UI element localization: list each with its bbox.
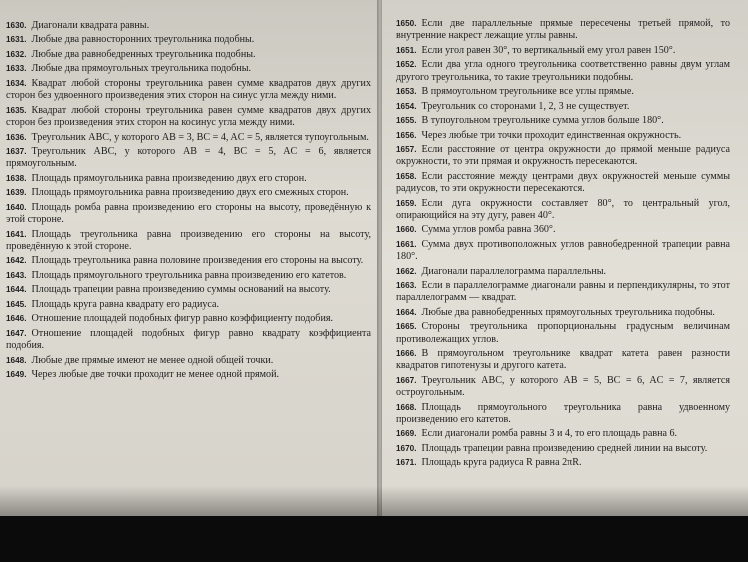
statement-item <box>6 173 371 185</box>
statement-text: Площадь трапеции равна произведению средней линии на высоту. <box>421 442 708 454</box>
statement-number: 1649. <box>6 369 27 379</box>
statement-number: 1661. <box>396 239 417 249</box>
statement-text: Площадь круга равна квадрату его радиуса. <box>31 298 220 310</box>
statement-item <box>6 202 371 227</box>
statement-number: 1652. <box>396 60 417 70</box>
statement-text: В прямоугольном треугольнике квадрат катета равен разности квадратов гипотенузы и другого катета. <box>396 348 730 372</box>
statement-number: 1659. <box>396 198 417 208</box>
statement-number: 1637. <box>6 146 27 156</box>
statement-item <box>396 321 730 346</box>
statement-text: Сумма двух противоположных углов равнобедренной трапеции равна 180°. <box>396 238 730 263</box>
statement-number: 1633. <box>6 64 27 74</box>
statement-item <box>396 457 730 469</box>
statement-text: Площадь прямоугольного треугольника равна произведению его катетов. <box>31 269 347 281</box>
statement-number: 1655. <box>396 116 417 126</box>
statement-number: 1653. <box>396 87 417 97</box>
statement-item <box>396 428 730 440</box>
statement-text: Площадь прямоугольного треугольника равна удвоенному произведению его катетов. <box>396 401 730 425</box>
statement-item <box>6 34 371 46</box>
statement-number: 1670. <box>396 443 417 453</box>
statement-text: Площадь треугольника равна произведению его стороны на высоту, проведённую к этой стороне. <box>6 228 371 252</box>
statement-text: Любые два прямоугольных треугольника подобны. <box>31 63 252 75</box>
statement-item <box>6 270 371 282</box>
statement-text: Треугольник ABC, у которого AB = 3, BC = 4, AC = 5, является тупоугольным. <box>31 131 369 143</box>
statement-text: Треугольник ABC, у которого AB = 5, BC = 6, AC = 7, является остроугольным. <box>396 374 730 399</box>
statement-item <box>6 229 371 254</box>
statement-item <box>396 101 730 113</box>
statement-text: Площадь прямоугольника равна произведению двух его сторон. <box>31 172 307 184</box>
statement-number: 1668. <box>396 402 417 412</box>
statement-item <box>396 224 730 236</box>
statement-text: Любые два равнобедренных треугольника подобны. <box>31 48 256 60</box>
statement-text: В тупоугольном треугольнике сумма углов больше 180°. <box>421 115 664 127</box>
statement-item <box>6 78 371 103</box>
statement-number: 1642. <box>6 256 27 266</box>
statement-text: Если в параллелограмме диагонали равны и перпендикулярны, то этот параллелограмм — квадрат. <box>396 280 730 304</box>
statement-text: Любые два равносторонних треугольника подобны. <box>31 34 255 46</box>
statement-text: Площадь ромба равна произведению его стороны на высоту, проведённую к этой стороне. <box>6 201 371 226</box>
statement-text: Площадь круга радиуса R равна 2πR. <box>421 457 582 469</box>
statement-item <box>6 146 371 171</box>
statement-text: Стороны треугольника пропорциональны градусным величинам противолежащих углов. <box>396 321 730 345</box>
statement-number: 1665. <box>396 322 417 332</box>
statement-number: 1664. <box>396 307 417 317</box>
statement-text: Площадь треугольника равна половине произведения его стороны на высоту. <box>31 255 364 267</box>
statement-item <box>6 49 371 61</box>
statement-number: 1648. <box>6 355 27 365</box>
statement-text: Диагонали квадрата равны. <box>31 20 150 31</box>
statement-text: Любые два равнобедренных прямоугольных треугольника подобны. <box>421 306 715 318</box>
statement-text: В прямоугольном треугольнике все углы прямые. <box>421 86 634 98</box>
statement-text: Если расстояние между центрами двух окружностей меньше суммы радиусов, то эти окружности пересекаются. <box>396 170 730 195</box>
statement-item <box>396 115 730 127</box>
statement-item <box>6 355 371 367</box>
statement-text: Площадь прямоугольника равна произведению двух его смежных сторон. <box>31 187 349 199</box>
statement-item <box>396 171 730 196</box>
statement-number: 1641. <box>6 229 27 239</box>
statement-item <box>396 402 730 427</box>
statement-number: 1635. <box>6 105 27 115</box>
statement-item <box>396 307 730 319</box>
statement-number: 1663. <box>396 281 417 291</box>
statement-number: 1667. <box>396 375 417 385</box>
statement-number: 1630. <box>6 21 27 30</box>
statement-item <box>6 187 371 199</box>
statement-text: Если дуга окружности составляет 80°, то центральный угол, опирающийся на эту дугу, равен 40°. <box>396 197 730 221</box>
statement-number: 1636. <box>6 132 27 142</box>
statement-number: 1643. <box>6 270 27 280</box>
left-page <box>0 0 379 516</box>
statement-text: Треугольник ABC, у которого AB = 4, BC = 5, AC = 6, является прямоугольным. <box>6 145 371 170</box>
statement-number: 1640. <box>6 202 27 212</box>
right-page <box>382 0 748 516</box>
statement-text: Диагонали параллелограмма параллельны. <box>421 265 607 277</box>
statement-item <box>396 239 730 264</box>
statement-item <box>396 45 730 57</box>
statement-number: 1638. <box>6 173 27 183</box>
statement-item <box>396 375 730 400</box>
statement-item <box>6 255 371 267</box>
statement-number: 1650. <box>396 19 417 28</box>
statement-text: Через любые три точки проходит единственная окружность. <box>421 129 682 141</box>
statement-text: Если две параллельные прямые пересечены третьей прямой, то внутренние накрест лежащие углы равны. <box>396 18 730 42</box>
statement-text: Сумма углов ромба равна 360°. <box>421 224 556 236</box>
statement-number: 1634. <box>6 78 27 88</box>
statement-item <box>396 59 730 84</box>
statement-item <box>396 144 730 169</box>
statement-text: Площадь трапеции равна произведению суммы оснований на высоту. <box>31 284 331 296</box>
statement-item <box>396 130 730 142</box>
statement-text: Если расстояние от центра окружности до прямой меньше радиуса окружности, то эти прямая и окружность пересекаются. <box>396 143 730 168</box>
statement-text: Квадрат любой стороны треугольника равен сумме квадратов двух других сторон без произведения этих сторон на косинус угла между ними. <box>6 104 371 129</box>
statement-number: 1671. <box>396 458 417 468</box>
statement-text: Любые две прямые имеют не менее одной общей точки. <box>31 354 274 366</box>
statement-text: Треугольник со сторонами 1, 2, 3 не существует. <box>421 100 630 112</box>
statement-text: Если угол равен 30°, то вертикальный ему угол равен 150°. <box>421 44 676 56</box>
statement-text: Отношение площадей подобных фигур равно коэффициенту подобия. <box>31 313 334 325</box>
statement-item <box>396 18 730 43</box>
statement-item <box>396 198 730 223</box>
statement-number: 1644. <box>6 285 27 295</box>
statement-item <box>6 369 371 381</box>
statement-number: 1639. <box>6 188 27 198</box>
statement-number: 1662. <box>396 266 417 276</box>
statement-item <box>6 105 371 130</box>
statement-number: 1658. <box>396 171 417 181</box>
statement-text: Отношение площадей подобных фигур равно квадрату коэффициента подобия. <box>6 327 371 352</box>
statement-number: 1654. <box>396 101 417 111</box>
statement-number: 1646. <box>6 314 27 324</box>
statement-number: 1632. <box>6 49 27 59</box>
statement-item <box>6 328 371 353</box>
statement-number: 1669. <box>396 429 417 439</box>
statement-item <box>396 86 730 98</box>
statement-item <box>396 443 730 455</box>
statement-item <box>6 299 371 311</box>
statement-item <box>6 20 371 32</box>
statement-text: Если два угла одного треугольника соответственно равны двум углам другого треугольника, то такие треугольники подобны. <box>396 59 730 83</box>
statement-item <box>396 280 730 305</box>
statement-text: Через любые две точки проходит не менее одной прямой. <box>31 368 280 380</box>
statement-item <box>6 132 371 144</box>
statement-item <box>396 266 730 278</box>
statement-number: 1631. <box>6 35 27 45</box>
statement-number: 1666. <box>396 349 417 359</box>
statement-text: Если диагонали ромба равны 3 и 4, то его площадь равна 6. <box>421 428 678 440</box>
statement-item <box>6 313 371 325</box>
statement-number: 1657. <box>396 144 417 154</box>
statement-number: 1647. <box>6 328 27 338</box>
statement-number: 1645. <box>6 299 27 309</box>
statement-text: Квадрат любой стороны треугольника равен сумме квадратов двух других сторон без удвоенного произведения этих сторон на синус угла между ними. <box>6 77 371 102</box>
statement-number: 1656. <box>396 130 417 140</box>
statement-item <box>6 284 371 296</box>
statement-number: 1660. <box>396 225 417 235</box>
statement-number: 1651. <box>396 45 417 55</box>
statement-item <box>396 348 730 373</box>
statement-item <box>6 63 371 75</box>
